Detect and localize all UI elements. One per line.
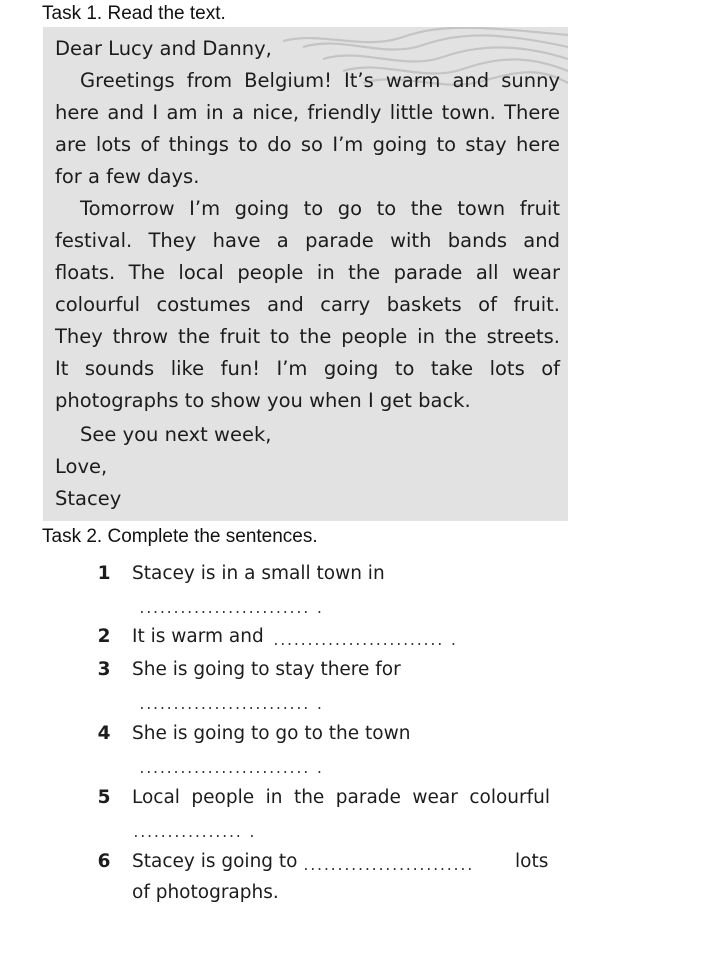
- answer-blank[interactable]: ......................... .: [138, 602, 323, 617]
- letter-signature: Stacey: [55, 487, 122, 510]
- letter-line: Tomorrow I’m going to go to the town fruit: [80, 197, 560, 220]
- letter-line: colourful costumes and carry baskets of fruit.: [55, 293, 560, 316]
- letter-line: It sounds like fun! I’m going to take lots of: [55, 357, 560, 380]
- item-number: 6: [97, 851, 111, 872]
- letter-greeting: Dear Lucy and Danny,: [55, 37, 272, 60]
- item-text: She is going to go to the town: [132, 723, 411, 744]
- letter-line: festival. They have a parade with bands and: [55, 229, 560, 252]
- item-number: 3: [97, 659, 111, 680]
- answer-blank[interactable]: ......................... .: [138, 698, 323, 713]
- answer-blank[interactable]: ................ .: [132, 826, 255, 841]
- item-text: It is warm and: [132, 626, 264, 647]
- item-text: Stacey is in a small town in: [132, 563, 385, 584]
- letter-box: [43, 27, 568, 521]
- answer-blank[interactable]: ......................... .: [272, 634, 457, 649]
- task-2-heading: Task 2. Complete the sentences.: [42, 526, 318, 547]
- letter-line: photographs to show you when I get back.: [55, 389, 471, 412]
- answer-blank[interactable]: .........................: [302, 859, 473, 874]
- task-1-heading: Task 1. Read the text.: [42, 3, 226, 24]
- item-number: 1: [97, 563, 111, 584]
- item-text: Local people in the parade wear colourful: [132, 787, 550, 808]
- letter-line: for a few days.: [55, 165, 200, 188]
- item-text: She is going to stay there for: [132, 659, 401, 680]
- letter-line: floats. The local people in the parade all wear: [55, 261, 560, 284]
- answer-blank[interactable]: ......................... .: [138, 762, 323, 777]
- item-number: 5: [97, 787, 111, 808]
- item-text-continued: of photographs.: [132, 882, 279, 903]
- letter-closing: See you next week,: [80, 423, 272, 446]
- letter-line: are lots of things to do so I’m going to stay here: [55, 133, 560, 156]
- letter-signoff: Love,: [55, 455, 108, 478]
- letter-line: They throw the fruit to the people in the streets.: [55, 325, 560, 348]
- item-text: Stacey is going to: [132, 851, 298, 872]
- letter-line: Greetings from Belgium! It’s warm and sunny: [80, 69, 560, 92]
- letter-line: here and I am in a nice, friendly little town. There: [55, 101, 560, 124]
- item-number: 2: [97, 626, 111, 647]
- item-text-continued: lots: [515, 851, 549, 872]
- item-number: 4: [97, 723, 111, 744]
